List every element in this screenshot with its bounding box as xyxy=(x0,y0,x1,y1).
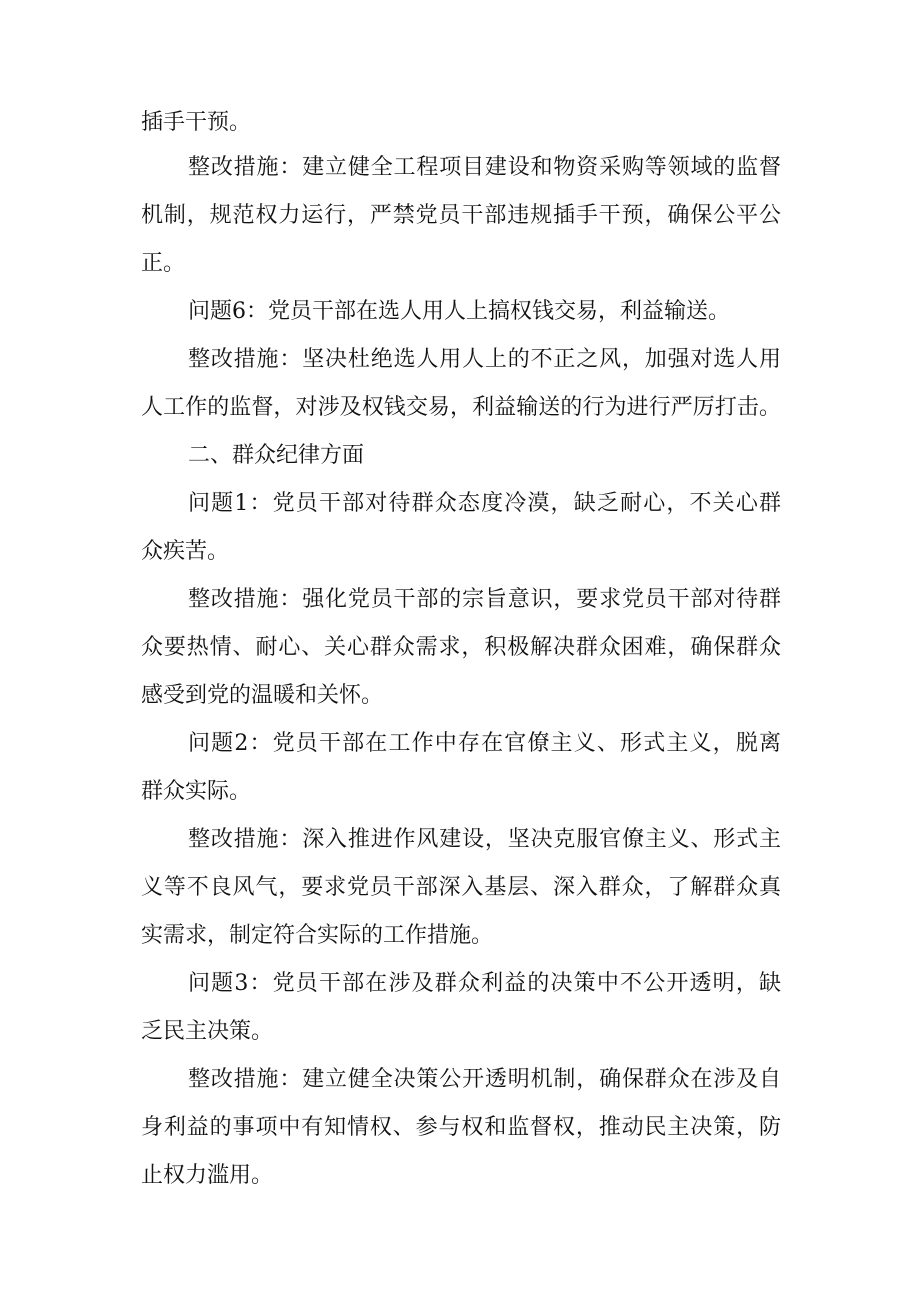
paragraph-line: 整改措施：深入推进作风建设，坚决克服官僚主义、形式主 xyxy=(188,827,781,852)
paragraph-line: 整改措施：建立健全决策公开透明机制，确保群众在涉及自 xyxy=(188,1067,781,1092)
paragraph-line: 整改措施：建立健全工程项目建设和物资采购等领域的监督 xyxy=(188,155,781,180)
paragraph-line: 感受到党的温暖和关怀。 xyxy=(141,683,384,708)
paragraph-line: 问题2：党员干部在工作中存在官僚主义、形式主义，脱离 xyxy=(188,731,781,756)
paragraph-line: 问题1：党员干部对待群众态度冷漠，缺乏耐心，不关心群 xyxy=(188,491,781,516)
paragraph-line: 群众实际。 xyxy=(141,779,252,804)
paragraph-line: 止权力滥用。 xyxy=(141,1163,274,1188)
paragraph-line: 乏民主决策。 xyxy=(141,1019,274,1044)
section-heading: 二、群众纪律方面 xyxy=(188,443,365,468)
paragraph-line: 实需求，制定符合实际的工作措施。 xyxy=(141,923,494,948)
paragraph-line: 插手干预。 xyxy=(141,110,252,135)
paragraph-line: 身利益的事项中有知情权、参与权和监督权，推动民主决策，防 xyxy=(141,1115,781,1140)
paragraph-line: 人工作的监督，对涉及权钱交易，利益输送的行为进行严厉打击。 xyxy=(141,395,781,420)
paragraph-line: 机制，规范权力运行，严禁党员干部违规插手干预，确保公平公 xyxy=(141,203,781,228)
paragraph-line: 众要热情、耐心、关心群众需求，积极解决群众困难，确保群众 xyxy=(141,635,781,660)
paragraph-line: 整改措施：强化党员干部的宗旨意识，要求党员干部对待群 xyxy=(188,587,781,612)
paragraph-line: 问题6：党员干部在选人用人上搞权钱交易，利益输送。 xyxy=(188,299,730,324)
paragraph-line: 众疾苦。 xyxy=(141,539,230,564)
paragraph-line: 问题3：党员干部在涉及群众利益的决策中不公开透明，缺 xyxy=(188,971,781,996)
paragraph-line: 义等不良风气，要求党员干部深入基层、深入群众，了解群众真 xyxy=(141,875,781,900)
paragraph-line: 正。 xyxy=(141,251,186,276)
paragraph-line: 整改措施：坚决杜绝选人用人上的不正之风，加强对选人用 xyxy=(188,347,781,372)
